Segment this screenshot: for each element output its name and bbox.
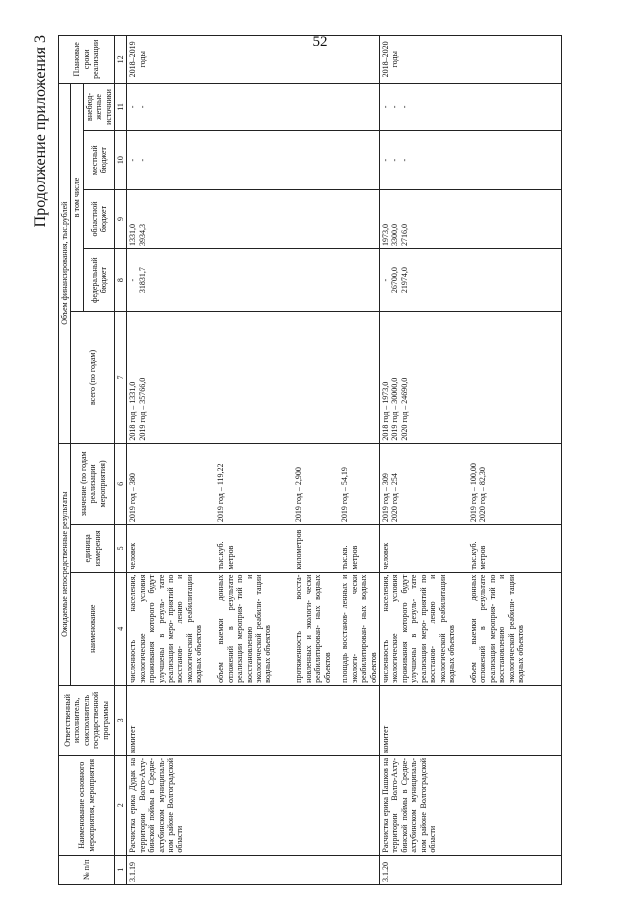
column-number: 6 — [115, 443, 127, 524]
header-name: Наименование основного мероприятия, мероприятия — [59, 755, 115, 855]
result-value: 2019 год – 380 — [128, 473, 138, 523]
result-value: 2019 год – 100,00 2020 год – 82,30 — [468, 463, 488, 523]
header-total: всего (по годам) — [71, 312, 115, 443]
row-regional: 1331,0 3934,3 — [127, 190, 380, 249]
column-number: 10 — [115, 131, 127, 190]
column-number: 1 — [115, 855, 127, 884]
header-num: № п/п — [59, 855, 115, 884]
row-regional: 1973,0 3300,0 2716,0 — [379, 190, 561, 249]
result-unit: человек — [380, 542, 390, 570]
continuation-title: Продолжение приложения 3 — [32, 35, 49, 228]
row-units — [127, 525, 380, 573]
row-local: - - — [127, 131, 380, 190]
result-value: 2019 год – 2,900 — [294, 467, 304, 523]
result-value: 2019 год – 54,19 — [340, 467, 350, 523]
table-row — [127, 36, 380, 885]
column-number: 8 — [115, 248, 127, 311]
row-federal: - 31831,7 — [127, 248, 380, 311]
row-num: 3.1.20 — [379, 855, 561, 884]
column-number: 4 — [115, 572, 127, 685]
header-federal: федеральный бюджет — [83, 248, 114, 311]
result-value: 2019 год – 309 2020 год – 254 — [380, 473, 400, 523]
header-extra: внебюд- жетные источники — [83, 83, 114, 131]
column-number: 5 — [115, 525, 127, 573]
row-units — [379, 525, 561, 573]
row-local: - - - — [379, 131, 561, 190]
result-unit: человек — [128, 542, 138, 570]
column-number: 11 — [115, 83, 127, 131]
header-value: значение (по годам реализации мероприятия) — [71, 443, 115, 524]
row-federal: - 26700,0 21974,0 — [379, 248, 561, 311]
header-results: Ожидаемые непосредственные результаты — [59, 443, 71, 685]
row-results — [127, 572, 380, 685]
row-executor: комитет — [127, 685, 380, 755]
row-name: Расчистка ерика Дудак на территории Волго-Ахту- бинской поймы в Средне- ахтубинском муниципаль- ном районе Волгоградской области — [127, 755, 380, 855]
row-values — [127, 443, 380, 524]
result-name: протяженность восста- новленных и экологи- чески реабилитирован- ных водных объектов — [294, 574, 332, 683]
result-name: объем выемки донных отложений в результате реализации мероприя- тий по восстановлению и экологической реабили- тации водных объектов — [468, 574, 526, 683]
result-unit: тыс.куб. метров — [468, 541, 488, 570]
row-values — [379, 443, 561, 524]
row-extra: - - - — [379, 83, 561, 131]
rotated-sheet — [32, 35, 558, 885]
row-period: 2018–2020 годы — [379, 36, 561, 84]
header-period: Плановые сроки реализации — [59, 36, 115, 84]
header-unit: единица измерения — [71, 525, 115, 573]
header-local: местный бюджет — [83, 131, 114, 190]
header-financing: Объем финансирования, тыс.рублей — [59, 83, 71, 443]
table-row — [379, 36, 561, 885]
column-number: 2 — [115, 755, 127, 855]
row-total: 2018 год – 1973,0 2019 год – 30000,0 2020 год – 24690,0 — [379, 312, 561, 443]
page-number: 52 — [312, 34, 328, 50]
result-unit: тыс.кв. метров — [340, 545, 359, 570]
row-extra: - - — [127, 83, 380, 131]
column-number: 7 — [115, 312, 127, 443]
row-num: 3.1.19 — [127, 855, 380, 884]
result-name: численность населения, экологические условия проживания которого будут улучшены в резуль- тате реализации меро- приятий по восстанов- лению и экологической реабилитации водных объектов — [380, 574, 456, 683]
header-regional: областной бюджет — [83, 190, 114, 249]
row-name: Расчистка ерика Пашков на территории Волго-Ахту- бинской поймы в Средне- ахтубинском муниципаль- ном районе Волгоградской области — [379, 755, 561, 855]
row-total: 2018 год – 1331,0 2019 год – 35766,0 — [127, 312, 380, 443]
row-results — [379, 572, 561, 685]
result-name: объем выемки донных отложений в результате реализации мероприя- тий по восстановлению и экологической реабили- тации водных объектов — [216, 574, 273, 683]
header-executor: Ответственный исполнитель, соисполнитель государственной программы — [59, 685, 115, 755]
row-executor: комитет — [379, 685, 561, 755]
header-result-name: наименование — [71, 572, 115, 685]
result-unit: тыс.куб. метров — [216, 541, 235, 570]
row-period: 2018–2019 годы — [127, 36, 380, 84]
result-name: площадь восстанов- ленных и экологи- чески реабилитирован- ных водных объектов — [340, 574, 378, 683]
column-number-row — [115, 36, 127, 885]
result-name: численность населения, экологические условия проживания которого будут улучшены в резуль- тате реализации меро- приятий по восстанов- лению и экологической реабилитации водных объектов — [128, 574, 204, 683]
header-including: в том числе — [71, 83, 83, 312]
result-unit: километров — [294, 529, 304, 570]
column-number: 9 — [115, 190, 127, 249]
budget-table — [58, 35, 562, 885]
column-number: 3 — [115, 685, 127, 755]
column-number: 12 — [115, 36, 127, 84]
result-value: 2019 год – 119,22 — [216, 463, 226, 523]
